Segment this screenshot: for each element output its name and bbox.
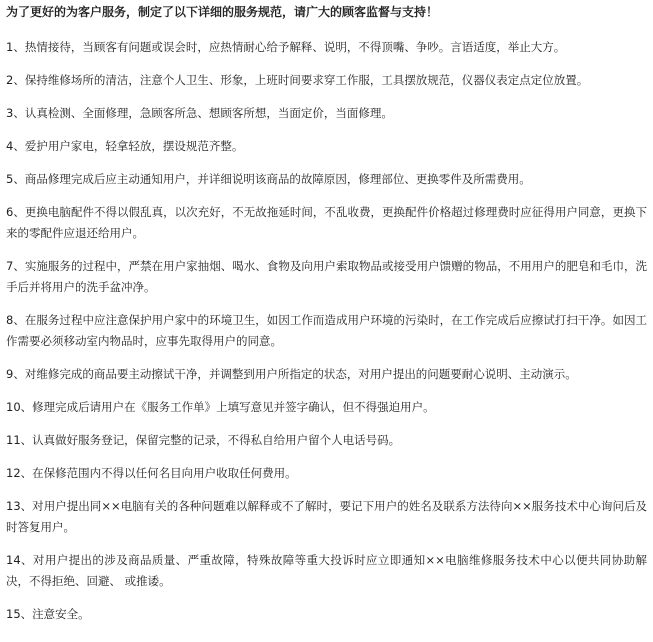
rule-item-9: 9、对维修完成的商品要主动擦试干净，并调整到用户所指定的状态，对用户提出的问题要耐心说明、主动演示。 (6, 367, 577, 381)
document-title: 为了更好的为客户服务，制定了以下详细的服务规范，请广大的顾客监督与支持！ (6, 5, 439, 19)
rule-item-14: 14、对用户提出的涉及商品质量、严重故障，特殊故障等重大投诉时应立即通知××电脑维修服务技术中心以便共同协助解决，不得拒绝、回避、 或推诿。 (6, 553, 647, 588)
rule-item-15: 15、注意安全。 (6, 607, 90, 621)
rule-item-11: 11、认真做好服务登记，保留完整的记录，不得私自给用户留个人电话号码。 (6, 433, 401, 447)
rule-item-2: 2、保持维修场所的清洁，注意个人卫生、形象，上班时间要求穿工作服，工具摆放规范，仪器仪表定点定位放置。 (6, 73, 589, 87)
rule-item-7: 7、实施服务的过程中，严禁在用户家抽烟、喝水、食物及向用户索取物品或接受用户馈赠的物品，不用用户的肥皂和毛巾，洗手后并将用户的洗手盆冲净。 (6, 259, 647, 294)
rule-item-10: 10、修理完成后请用户在《服务工作单》上填写意见并签字确认，但不得强迫用户。 (6, 400, 435, 414)
rule-item-8: 8、在服务过程中应注意保护用户家中的环境卫生，如因工作而造成用户环境的污染时，在工作完成后应擦试打扫干净。如因工作需要必须移动室内物品时，应事先取得用户的同意。 (6, 313, 647, 348)
rule-item-5: 5、商品修理完成后应主动通知用户，并详细说明该商品的故障原因，修理部位、更换零件及所需费用。 (6, 172, 531, 186)
rule-item-6: 6、更换电脑配件不得以假乱真，以次充好，不无故拖延时间，不乱收费，更换配件价格超过修理费时应征得用户同意，更换下来的零配件应退还给用户。 (6, 205, 647, 240)
rule-item-3: 3、认真检测、全面修理，急顾客所急、想顾客所想，当面定价，当面修理。 (6, 106, 393, 120)
rules-list (6, 37, 647, 625)
rule-item-12: 12、在保修范围内不得以任何名目向用户收取任何费用。 (6, 466, 297, 480)
rule-item-4: 4、爱护用户家电，轻拿轻放，摆设规范齐整。 (6, 139, 244, 153)
rule-item-1: 1、热情接待，当顾客有问题或误会时，应热情耐心给予解释、说明，不得顶嘴、争吵。言语适度，举止大方。 (6, 40, 566, 54)
rule-item-13: 13、对用户提出同××电脑有关的各种问题难以解释或不了解时，要记下用户的姓名及联系方法待向××服务技术中心询问后及时答复用户。 (6, 499, 647, 534)
